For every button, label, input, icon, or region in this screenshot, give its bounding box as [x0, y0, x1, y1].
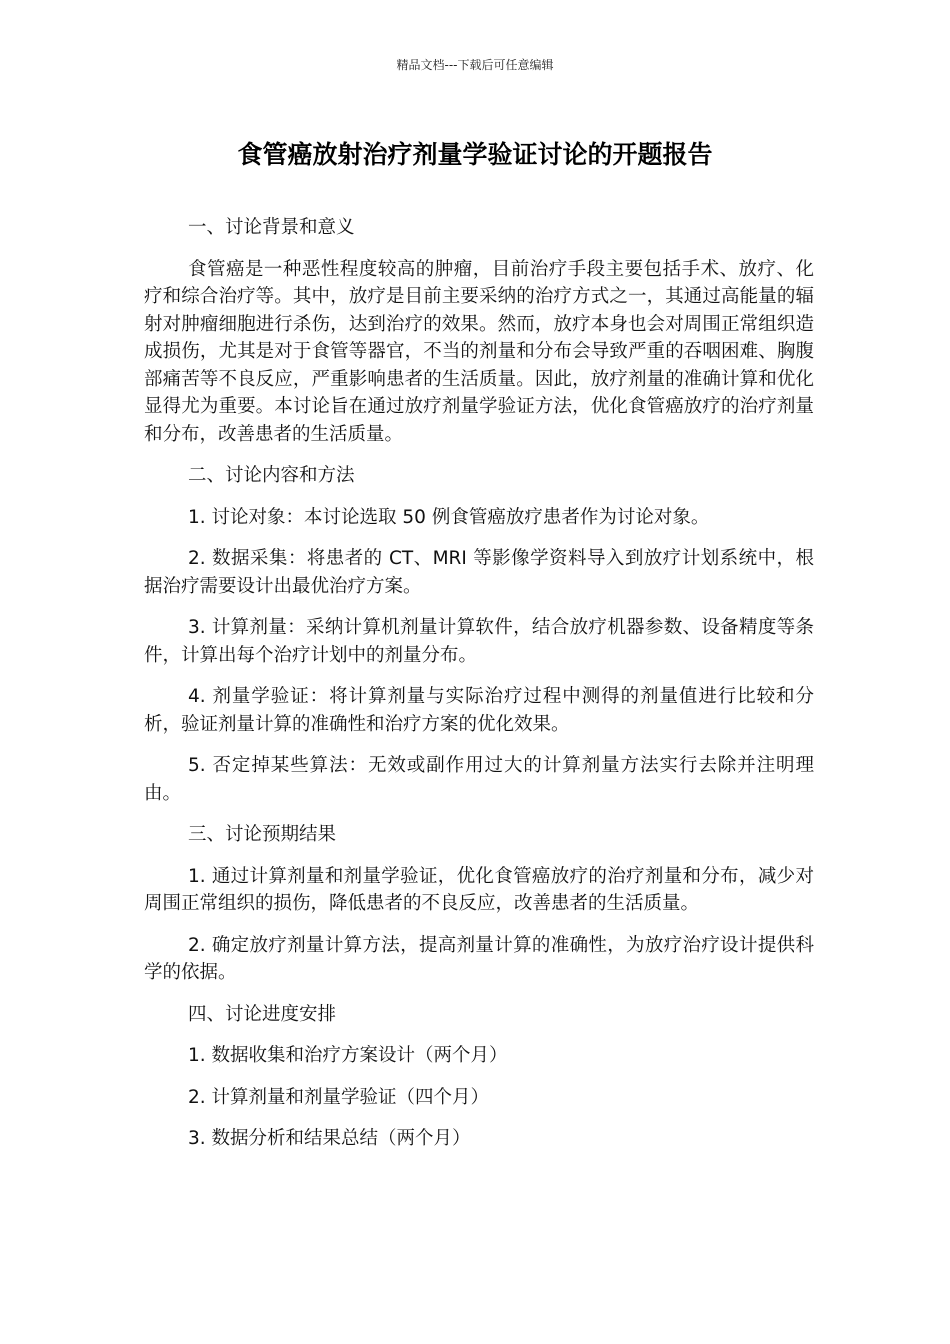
paragraph-background: 食管癌是一种恶性程度较高的肿瘤，目前治疗手段主要包括手术、放疗、化疗和综合治疗等。其中，放疗是目前主要采纳的治疗方式之一，其通过高能量的辐射对肿瘤细胞进行杀伤，达到治疗的效果。然而，放疗本身也会对周围正常组织造成损伤，尤其是对于食管等器官，不当的剂量和分布会导致严重的吞咽困难、胸腹部痛苦等不良反应，严重影响患者的生活质量。因此，放疗剂量的准确计算和优化显得尤为重要。本讨论旨在通过放疗剂量学验证方法，优化食管癌放疗的治疗剂量和分布，改善患者的生活质量。: [144, 258, 814, 445]
document-title: 食管癌放射治疗剂量学验证讨论的开题报告: [237, 140, 713, 169]
document-body: [144, 214, 814, 1167]
section-heading-schedule: 四、讨论进度安排: [188, 1003, 337, 1025]
page-header-note: 精品文档---下载后可任意编辑: [396, 58, 554, 72]
list-item-methods-5: 5. 否定掉某些算法：无效或副作用过大的计算剂量方法实行去除并注明理由。: [144, 755, 814, 804]
list-item-schedule-3: 3. 数据分析和结果总结（两个月）: [188, 1128, 471, 1149]
list-item-methods-1: 1. 讨论对象：本讨论选取 50 例食管癌放疗患者作为讨论对象。: [188, 506, 710, 528]
list-item-schedule-2: 2. 计算剂量和剂量学验证（四个月）: [188, 1086, 490, 1108]
list-item-results-1: 1. 通过计算剂量和剂量学验证，优化食管癌放疗的治疗剂量和分布，减少对周围正常组织的损伤，降低患者的不良反应，改善患者的生活质量。: [144, 865, 814, 914]
section-heading-results: 三、讨论预期结果: [188, 824, 337, 845]
list-item-methods-3: 3. 计算剂量：采纳计算机剂量计算软件，结合放疗机器参数、设备精度等条件，计算出每个治疗计划中的剂量分布。: [144, 617, 814, 666]
list-item-methods-4: 4. 剂量学验证：将计算剂量与实际治疗过程中测得的剂量值进行比较和分析，验证剂量计算的准确性和治疗方案的优化效果。: [144, 686, 814, 735]
section-heading-methods: 二、讨论内容和方法: [188, 465, 355, 486]
list-item-schedule-1: 1. 数据收集和治疗方案设计（两个月）: [188, 1045, 508, 1066]
list-item-methods-2: 2. 数据采集：将患者的 CT、MRI 等影像学资料导入到放疗计划系统中，根据治疗需要设计出最优治疗方案。: [144, 548, 814, 597]
section-heading-background: 一、讨论背景和意义: [188, 217, 355, 238]
list-item-results-2: 2. 确定放疗剂量计算方法，提高剂量计算的准确性，为放疗治疗设计提供科学的依据。: [144, 934, 814, 983]
